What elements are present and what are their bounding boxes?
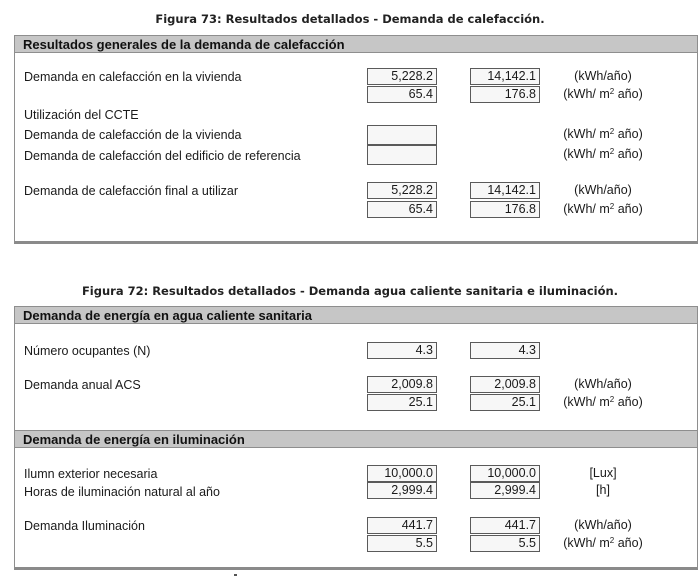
dhw-demand-value-4: 25.1 (470, 394, 540, 411)
final-heating-value-2: 14,142.1 (470, 182, 540, 199)
unit-kwh-m2-year: (kWh/ $m^2$ año) (563, 202, 643, 216)
natural-light-hours-value-2: 2,999.4 (470, 482, 540, 499)
heating-demand-value-3: 65.4 (367, 86, 437, 103)
figure-72-caption: Figura 72: Resultados detallados - Demanda agua caliente sanitaria e iluminación. (81, 284, 619, 298)
dhw-demand-value-1: 2,009.8 (367, 376, 437, 393)
heating-demand-value-1: 5,228.2 (367, 68, 437, 85)
figure-73-caption: Figura 73: Resultados detallados - Demanda de calefacción. (155, 12, 545, 26)
heating-demand-label: Demanda en calefacción en la vivienda (24, 70, 242, 84)
exterior-lighting-label: Ilumn exterior necesaria (24, 467, 158, 481)
unit-kwh-m2-year: (kWh/ $m^2$ año) (563, 395, 643, 409)
unit-kwh-year: (kWh/año) (574, 183, 632, 197)
heating-demand-panel (14, 35, 698, 244)
lighting-demand-value-4: 5.5 (470, 535, 540, 552)
unit-hours: [h] (596, 483, 610, 497)
natural-light-hours-label: Horas de iluminación natural al año (24, 485, 220, 499)
unit-kwh-year: (kWh/año) (574, 69, 632, 83)
unit-kwh-year: (kWh/año) (574, 377, 632, 391)
occupants-label: Número ocupantes (N) (24, 344, 151, 358)
exterior-lighting-value-1: 10,000.0 (367, 465, 437, 482)
lighting-demand-value-2: 441.7 (470, 517, 540, 534)
unit-kwh-m2-year: (kWh/ $m^2$ año) (563, 127, 643, 141)
dhw-demand-header: Demanda de energía en agua caliente sanitaria (15, 306, 697, 324)
ccte-reference-input[interactable] (367, 145, 437, 165)
unit-lux: [Lux] (589, 466, 617, 480)
exterior-lighting-value-2: 10,000.0 (470, 465, 540, 482)
unit-kwh-year: (kWh/año) (574, 518, 632, 532)
lighting-demand-label: Demanda Iluminación (24, 519, 145, 533)
unit-kwh-m2-year: (kWh/ $m^2$ año) (563, 536, 643, 550)
final-heating-demand-label: Demanda de calefacción final a utilizar (24, 184, 239, 198)
heating-demand-value-4: 176.8 (470, 86, 540, 103)
lighting-demand-value-3: 5.5 (367, 535, 437, 552)
ccte-title: Utilización del CCTE (24, 108, 139, 122)
final-heating-value-4: 176.8 (470, 201, 540, 218)
dhw-annual-demand-label: Demanda anual ACS (24, 378, 141, 392)
unit-kwh-m2-year: (kWh/ $m^2$ año) (563, 147, 643, 161)
final-heating-value-1: 5,228.2 (367, 182, 437, 199)
dhw-demand-value-2: 2,009.8 (470, 376, 540, 393)
ccte-reference-label: Demanda de calefacción del edificio de referencia (24, 149, 301, 163)
dhw-demand-value-3: 25.1 (367, 394, 437, 411)
dhw-lighting-panel (14, 306, 698, 570)
unit-kwh-m2-year: (kWh/ $m^2$ año) (563, 87, 643, 101)
occupants-value-2: 4.3 (470, 342, 540, 359)
ccte-dwelling-input[interactable] (367, 125, 437, 145)
lighting-demand-value-1: 441.7 (367, 517, 437, 534)
heating-demand-header: Resultados generales de la demanda de calefacción (15, 35, 697, 53)
natural-light-hours-value-1: 2,999.4 (367, 482, 437, 499)
ccte-dwelling-label: Demanda de calefacción de la vivienda (24, 128, 242, 142)
lighting-demand-header: Demanda de energía en iluminación (15, 430, 697, 448)
heating-demand-value-2: 14,142.1 (470, 68, 540, 85)
scan-artifact-dot (234, 574, 237, 576)
occupants-value-1: 4.3 (367, 342, 437, 359)
final-heating-value-3: 65.4 (367, 201, 437, 218)
